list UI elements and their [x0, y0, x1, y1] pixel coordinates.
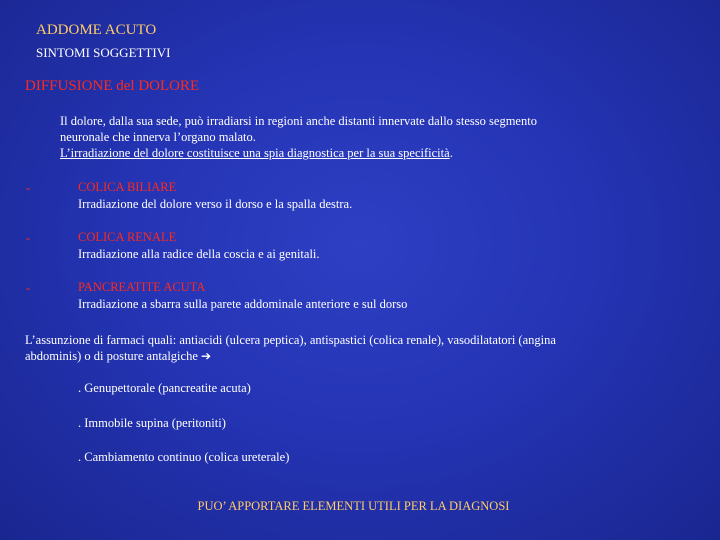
assunzione-paragraph [25, 332, 556, 364]
posture-item: . Cambiamento continuo (colica ureterale) [78, 450, 290, 464]
intro-period: . [449, 146, 453, 160]
intro-underlined-text: L’irradiazione del dolore costituisce una spia diagnostica per la sua specificità [60, 146, 450, 160]
item-description: Irradiazione a sbarra sulla parete addominale anteriore e sul dorso [78, 297, 408, 311]
section-heading: DIFFUSIONE del DOLORE [25, 78, 200, 94]
item-bullet: - [26, 180, 31, 195]
conclusion-text: PUO’ APPORTARE ELEMENTI UTILI PER LA DIAGNOSI [197, 499, 510, 513]
arrow-right-icon: ➔ [201, 349, 212, 363]
assunzione-line: L’assunzione di farmaci quali: antiacidi (ulcera peptica), antispastici (colica renale), vasodilatatori (angina [25, 333, 556, 347]
posture-item: . Immobile supina (peritoniti) [78, 416, 226, 430]
intro-line-emphasis [60, 145, 537, 161]
slide-subtitle: SINTOMI SOGGETTIVI [36, 45, 171, 60]
assunzione-line [25, 348, 556, 364]
item-description: Irradiazione alla radice della coscia e ai genitali. [78, 247, 320, 261]
assunzione-text: abdominis) o di posture antalgiche [25, 349, 198, 363]
item-title-colica-renale: COLICA RENALE [78, 230, 177, 244]
item-title-colica-biliare: COLICA BILIARE [78, 180, 177, 194]
slide-title: ADDOME ACUTO [36, 22, 157, 38]
item-description: Irradiazione del dolore verso il dorso e la spalla destra. [78, 197, 353, 211]
item-title-pancreatite-acuta: PANCREATITE ACUTA [78, 280, 206, 294]
intro-line: Il dolore, dalla sua sede, può irradiarsi in regioni anche distanti innervate dallo stesso segmento [60, 114, 537, 128]
intro-paragraph [60, 113, 537, 161]
item-bullet: - [26, 230, 31, 245]
posture-item: . Genupettorale (pancreatite acuta) [78, 381, 251, 395]
item-bullet: - [26, 280, 31, 295]
intro-line: neuronale che innerva l’organo malato. [60, 130, 256, 144]
